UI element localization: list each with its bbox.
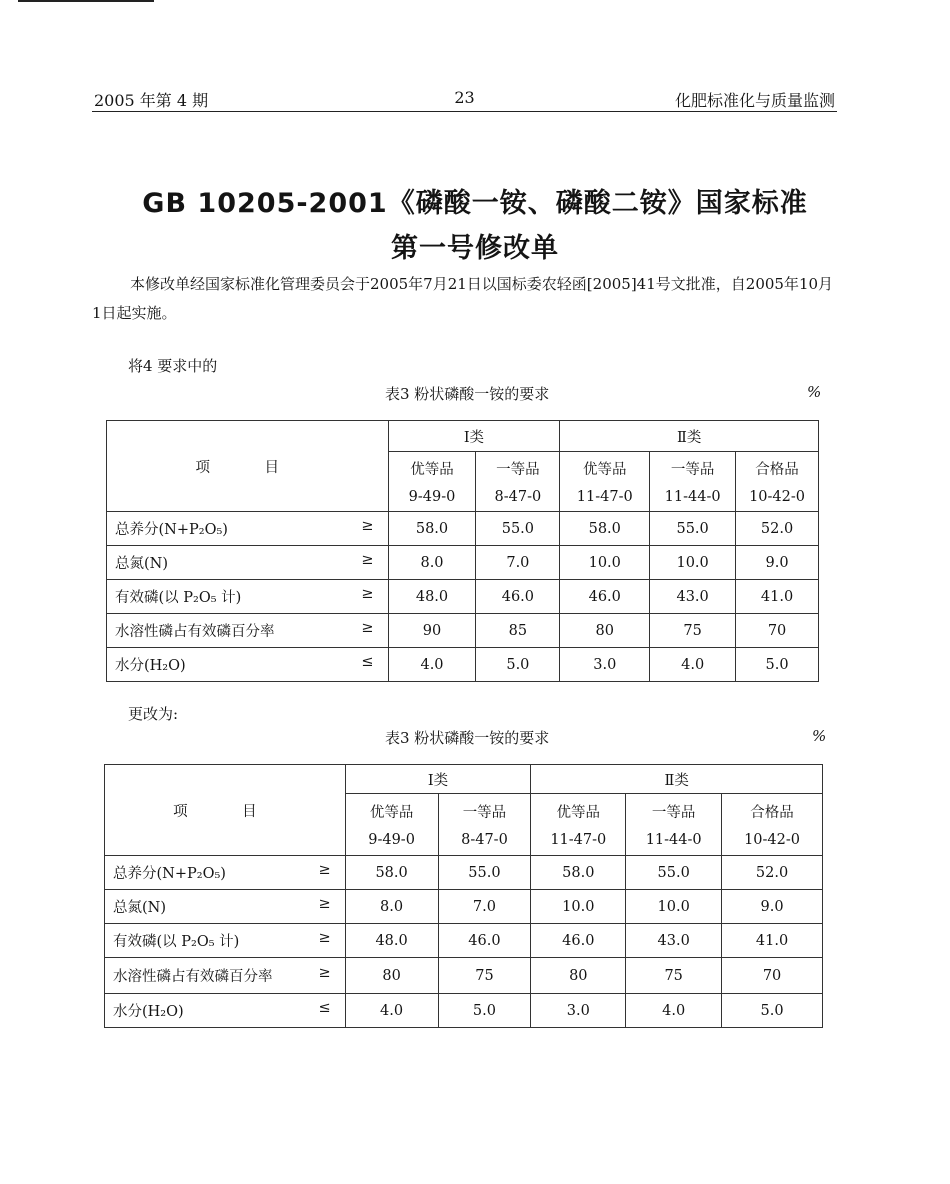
grade-header: 优等品 9-49-0 — [388, 452, 476, 512]
table-cell: 85 — [476, 614, 560, 648]
table-cell: 8.0 — [345, 890, 438, 924]
item-header: 项 目 — [107, 421, 389, 512]
table-cell: 80 — [531, 958, 626, 994]
requirements-table-amended — [104, 764, 823, 1028]
grade-header: 优等品 9-49-0 — [345, 794, 438, 856]
table-cell: 80 — [560, 614, 650, 648]
scan-edge-mark — [18, 0, 154, 2]
table-cell: 80 — [345, 958, 438, 994]
comparison-sign: ≥ — [361, 518, 374, 534]
requirements-table-original — [106, 420, 819, 682]
table-cell: 4.0 — [626, 994, 722, 1028]
grade-header: 合格品 10-42-0 — [722, 794, 823, 856]
table-cell: 75 — [626, 958, 722, 994]
header-rule — [92, 111, 837, 112]
after-note: 更改为: — [128, 705, 179, 723]
class2-header: Ⅱ类 — [531, 765, 823, 794]
row-label: 有效磷(以 P₂O₅ 计) — [115, 590, 242, 606]
table-cell: 70 — [722, 958, 823, 994]
row-label: 水溶性磷占有效磷百分率 — [115, 624, 275, 640]
table-cell: 5.0 — [736, 648, 819, 682]
table-row — [105, 994, 823, 1028]
table-row — [105, 856, 823, 890]
table-row — [107, 546, 819, 580]
issue-label: 2005 年第 4 期 — [94, 91, 209, 110]
table-row — [105, 890, 823, 924]
table-cell: 4.0 — [345, 994, 438, 1028]
table-cell: 48.0 — [388, 580, 476, 614]
comparison-sign: ≥ — [318, 930, 331, 946]
table-row — [107, 512, 819, 546]
class1-header: Ⅰ类 — [345, 765, 531, 794]
table-cell: 3.0 — [560, 648, 650, 682]
comparison-sign: ≥ — [318, 896, 331, 912]
table-row — [107, 580, 819, 614]
row-label: 水分(H₂O) — [113, 1004, 184, 1020]
table-cell: 3.0 — [531, 994, 626, 1028]
table-cell: 8.0 — [388, 546, 476, 580]
table-cell: 10.0 — [650, 546, 736, 580]
comparison-sign: ≤ — [361, 654, 374, 670]
row-label: 有效磷(以 P₂O₅ 计) — [113, 934, 240, 950]
table-cell: 55.0 — [438, 856, 531, 890]
grade-header: 优等品 11-47-0 — [560, 452, 650, 512]
table-cell: 5.0 — [438, 994, 531, 1028]
table-cell: 75 — [438, 958, 531, 994]
grade-header: 优等品 11-47-0 — [531, 794, 626, 856]
table-cell: 7.0 — [476, 546, 560, 580]
row-label: 总养分(N+P₂O₅) — [115, 522, 228, 538]
table-cell: 70 — [736, 614, 819, 648]
table-cell: 5.0 — [722, 994, 823, 1028]
table-cell: 4.0 — [650, 648, 736, 682]
table-row — [107, 614, 819, 648]
before-note: 将4 要求中的 — [128, 357, 218, 375]
table-cell: 75 — [650, 614, 736, 648]
table-cell: 5.0 — [476, 648, 560, 682]
comparison-sign: ≥ — [318, 862, 331, 878]
table-cell: 46.0 — [438, 924, 531, 958]
table-cell: 7.0 — [438, 890, 531, 924]
table-cell: 55.0 — [476, 512, 560, 546]
table-cell: 9.0 — [722, 890, 823, 924]
table-cell: 55.0 — [626, 856, 722, 890]
table-cell: 58.0 — [560, 512, 650, 546]
comparison-sign: ≥ — [318, 965, 331, 981]
unit-label-original: % — [807, 383, 822, 401]
table-cell: 46.0 — [531, 924, 626, 958]
grade-header: 合格品 10-42-0 — [736, 452, 819, 512]
table-cell: 52.0 — [722, 856, 823, 890]
journal-name: 化肥标准化与质量监测 — [674, 91, 835, 110]
row-label: 总氮(N) — [115, 556, 169, 572]
comparison-sign: ≥ — [361, 552, 374, 568]
table-cell: 43.0 — [626, 924, 722, 958]
comparison-sign: ≤ — [318, 1000, 331, 1016]
table-cell: 46.0 — [560, 580, 650, 614]
grade-header: 一等品 11-44-0 — [650, 452, 736, 512]
document-title: GB 10205-2001《磷酸一铵、磷酸二铵》国家标准 — [142, 188, 808, 219]
table-row — [105, 924, 823, 958]
table-cell: 10.0 — [626, 890, 722, 924]
table-cell: 10.0 — [531, 890, 626, 924]
running-header — [92, 86, 837, 112]
table-cell: 46.0 — [476, 580, 560, 614]
table-cell: 58.0 — [345, 856, 438, 890]
table-cell: 41.0 — [722, 924, 823, 958]
table-cell: 41.0 — [736, 580, 819, 614]
grade-header: 一等品 8-47-0 — [476, 452, 560, 512]
table-cell: 52.0 — [736, 512, 819, 546]
row-label: 水溶性磷占有效磷百分率 — [113, 969, 273, 985]
table-cell: 9.0 — [736, 546, 819, 580]
table-row — [107, 648, 819, 682]
table-cell: 58.0 — [388, 512, 476, 546]
row-label: 总养分(N+P₂O₅) — [113, 866, 226, 882]
comparison-sign: ≥ — [361, 620, 374, 636]
class2-header: Ⅱ类 — [560, 421, 819, 452]
unit-label-amended: % — [812, 727, 827, 745]
table-caption-original: 表3 粉状磷酸一铵的要求 — [385, 385, 550, 403]
document-subtitle: 第一号修改单 — [391, 233, 559, 264]
table-cell: 10.0 — [560, 546, 650, 580]
item-header: 项 目 — [105, 765, 346, 856]
grade-header: 一等品 8-47-0 — [438, 794, 531, 856]
class1-header: Ⅰ类 — [388, 421, 560, 452]
grade-header: 一等品 11-44-0 — [626, 794, 722, 856]
row-label: 水分(H₂O) — [115, 658, 186, 674]
intro-paragraph: 本修改单经国家标准化管理委员会于2005年7月21日以国标委农轻函[2005]41号文批准，自2005年10月1日起实施。 — [92, 275, 834, 322]
table-cell: 43.0 — [650, 580, 736, 614]
page-number: 23 — [454, 88, 475, 107]
table-caption-amended: 表3 粉状磷酸一铵的要求 — [385, 729, 550, 747]
table-cell: 48.0 — [345, 924, 438, 958]
table-cell: 4.0 — [388, 648, 476, 682]
comparison-sign: ≥ — [361, 586, 374, 602]
table-cell: 58.0 — [531, 856, 626, 890]
row-label: 总氮(N) — [113, 900, 167, 916]
table-row — [105, 958, 823, 994]
table-cell: 55.0 — [650, 512, 736, 546]
table-cell: 90 — [388, 614, 476, 648]
